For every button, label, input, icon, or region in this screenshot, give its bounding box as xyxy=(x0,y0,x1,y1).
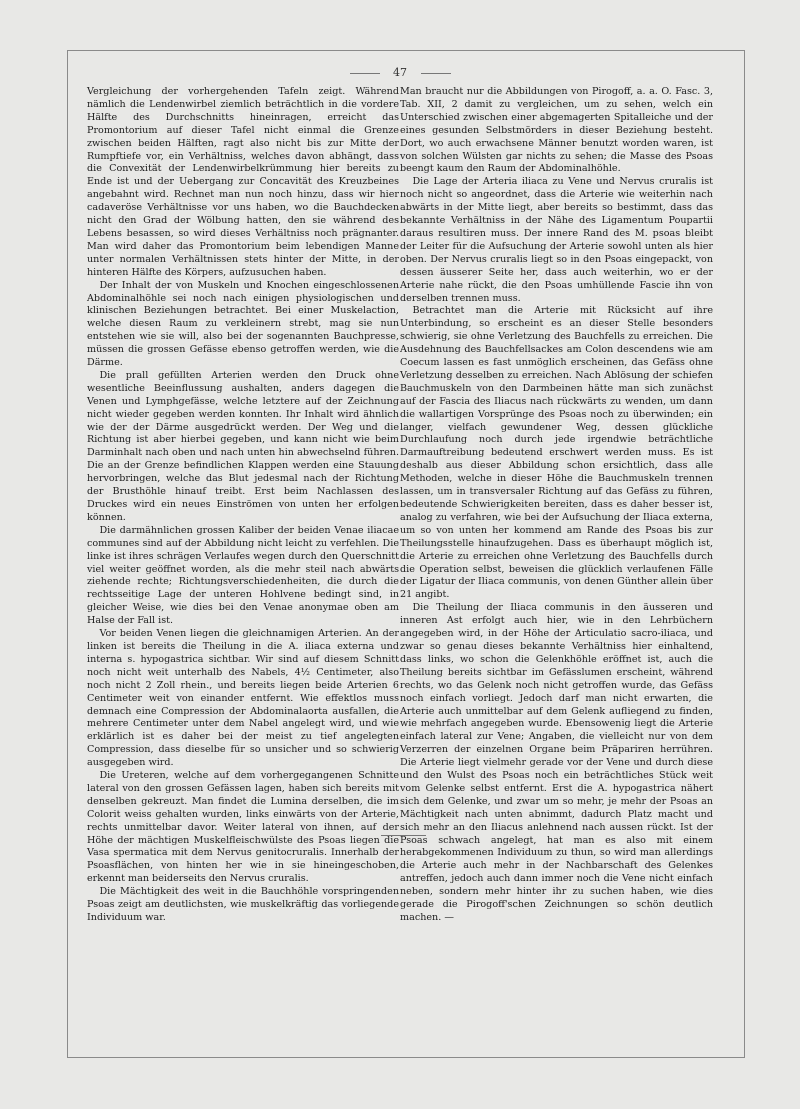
paragraph: Man braucht nur die Abbildungen von Pirogoff, a. a. O. Fasc. 3, Tab. XII, 2 damit zu vergleichen, um zu sehen, welch ein Unterschied zwischen einer abgemagerten Spitalleiche und der eines gesunden Selbstmörders in dieser Beziehung besteht. Dort, wo auch erwachsene Männer benutzt worden waren, ist von solchen Wülsten gar nichts zu sehen; die Masse des Psoas beengt kaum den Raum der Abdominalhöhle. xyxy=(400,86,713,175)
left-column xyxy=(87,86,399,925)
paragraph: Die Lage der Arteria iliaca zu Vene und Nervus cruralis ist noch nicht so angeordnet, dass die Arterie wie weiterhin nach abwärts in der Mitte liegt, aber bereits so bestimmt, dass das bekannte Verhältniss in der Nähe des Ligamentum Poupartii daraus resultiren muss. Der innere Rand des M. psoas bleibt der Leiter für die Aufsuchung der Arterie sowohl unten als hier oben. Der Nervus cruralis liegt so in den Psoas eingepackt, von dessen äusserer Seite her, dass auch weiterhin, wo er der Arterie nahe rückt, die den Psoas umhüllende Fascie ihn von derselben trennen muss. xyxy=(400,176,713,304)
paragraph: Vergleichung der vorhergehenden Tafeln zeigt. Während nämlich die Lendenwirbel ziemlich beträchtlich in die vordere Hälfte des Durchschnitts hineinragen, erreicht das Promontorium auf dieser Tafel nicht einmal die Grenze zwischen beiden Hälften, ragt also nicht bis zur Mitte der Rumpftiefe vor, ein Verhältniss, welches davon abhängt, dass die Convexität der Lendenwirbelkrümmung hier bereits zu Ende ist und der Uebergang zur Concavität des Kreuzbeines angebahnt wird. Rechnet man nun noch hinzu, dass wir hier cadaveröse Verhältnisse vor uns haben, wo die Bauchdecken nicht den Grad der Wölbung hatten, den sie während des Lebens besassen, so wird dieses Verhältniss noch prägnanter. Man wird daher das Promontorium beim lebendigen Manne unter normalen Verhältnissen stets hinter der Mitte, in der hinteren Hälfte des Körpers, aufzusuchen haben. xyxy=(87,86,399,278)
right-column xyxy=(400,86,713,925)
paragraph: Die Theilung der Iliaca communis in den äusseren und inneren Ast erfolgt auch hier, wie in den Lehrbüchern angegeben wird, in der Höhe der Articulatio sacro-iliaca, und zwar so genau dieses bekannte Verhältniss hier einhaltend, dass links, wo schon die Gelenkhöhle eröffnet ist, auch die Theilung bereits sichtbar im Gefässlumen erscheint, während rechts, wo das Gelenk noch nicht getroffen wurde, das Gefäss noch einfach vorliegt. Jedoch darf man nicht erwarten, die Arterie auch unmittelbar auf dem Gelenk aufliegend zu finden, wie mehrfach angegeben wurde. Ebensowenig liegt die Arterie einfach lateral zur Vene; Angaben, die vielleicht nur von dem Verzerren der einzelnen Organe beim Präpariren herrühren. Die Arterie liegt vielmehr gerade vor der Vene und durch diese und den Wulst des Psoas noch ein beträchtliches Stück weit vom Gelenke selbst entfernt. Erst die A. hypogastrica nähert sich dem Gelenke, und zwar um so mehr, je mehr der Psoas an Mächtigkeit nach unten abnimmt, dadurch Platz macht und sich mehr an den Iliacus anlehnend nach aussen rückt. Ist der Psoas schwach angelegt, hat man es also mit einem herabgekommenen Individuum zu thun, so wird man allerdings die Arterie auch mehr in der Nachbarschaft des Gelenkes antreffen, jedoch auch dann immer noch die Vene nicht einfach neben, sondern mehr hinter ihr zu suchen haben, wie dies gerade die Pirogoff'schen Zeichnungen so schön deutlich machen. — xyxy=(400,602,713,923)
paragraph: Die Mächtigkeit des weit in die Bauchhöhle vorspringenden Psoas zeigt am deutlichsten, wie muskelkräftig das vorliegende Individuum war. xyxy=(87,886,399,923)
page-number: 47 xyxy=(393,66,407,79)
paragraph: Vor beiden Venen liegen die gleichnamigen Arterien. An der linken ist bereits die Theilung in die A. iliaca externa und interna s. hypogastrica sichtbar. Wir sind auf diesem Schnitt noch nicht weit unterhalb des Nabels, 4½ Centimeter, also noch nicht 2 Zoll rhein., und bereits liegen beide Arterien 6 Centimeter weit von einander entfernt. Wie effektlos muss demnach eine Compression der Abdominalaorta ausfallen, die mehrere Centimeter unter dem Nabel angelegt wird, und wie erklärlich ist es daher bei der meist zu tief angelegten Compression, dass dieselbe für so unsicher und so schwierig ausgegeben wird. xyxy=(87,628,399,769)
paragraph: Die darmähnlichen grossen Kaliber der beiden Venae iliacae communes sind auf der Abbildung nicht leicht zu verfehlen. Die linke ist ihres schrägen Verlaufes wegen durch den Querschnitt viel weiter geöffnet worden, als die mehr steil nach abwärts ziehende rechte; Richtungsverschiedenheiten, die durch die rechtsseitige Lage der unteren Hohlvene bedingt sind, in gleicher Weise, wie dies bei den Venae anonymae oben am Halse der Fall ist. xyxy=(87,524,399,627)
end-divider xyxy=(381,835,426,836)
paragraph: Betrachtet man die Arterie mit Rücksicht auf ihre Unterbindung, so erscheint es an dieser Stelle besonders schwierig, sie ohne Verletzung des Bauchfells zu erreichen. Die Ausdehnung des Bauchfellsackes am Colon descendens wie am Coecum lassen es fast unmöglich erscheinen, das Gefäss ohne Verletzung desselben zu erreichen. Nach Ablösung der schiefen Bauchmuskeln von den Darmbeinen hätte man sich zunächst auf der Fascia des Iliacus nach rückwärts zu wenden, um dann die wallartigen Vorsprünge des Psoas noch zu überwinden; ein langer, vielfach gewundener Weg, dessen glückliche Durchlaufung noch durch jede irgendwie beträchtliche Darmauftreibung bedeutend erschwert werden muss. Es ist deshalb aus dieser Abbildung schon ersichtlich, dass alle Methoden, welche in dieser Höhe die Bauchmuskeln trennen lassen, um in transversaler Richtung auf das Gefäss zu führen, bedeutende Schwierigkeiten bereiten, dass es daher besser ist, analog zu verfahren, wie bei der Aufsuchung der Iliaca externa, um so von unten her kommend am Rande des Psoas bis zur Theilungsstelle hinaufzugehen. Dass es überhaupt möglich ist, die Arterie zu erreichen ohne Verletzung des Bauchfells durch die Operation selbst, beweisen die glücklich verlaufenen Fälle der Ligatur der Iliaca communis, von denen Günther allein über 21 angibt. xyxy=(400,305,713,601)
rule-right xyxy=(421,73,451,74)
page-number-line xyxy=(0,66,800,79)
paragraph: Die prall gefüllten Arterien werden den Druck ohne wesentliche Beeinflussung aushalten, anders dagegen die Venen und Lymphgefässe, welche letztere auf der Zeichnung nicht wieder gegeben werden konnten. Ihr Inhalt wird ähnlich wie der der Därme ausgedrückt werden. Der Weg und die Richtung ist aber hierbei gegeben, und kann nicht wie beim Darminhalt nach oben und nach unten hin abwechselnd führen. Die an der Grenze befindlichen Klappen werden eine Stauung hervorbringen, welche das Blut jedesmal nach der Richtung der Brusthöhle hinauf treibt. Erst beim Nachlassen des Druckes wird ein neues Einströmen von unten her erfolgen können. xyxy=(87,369,399,523)
paragraph: Die Ureteren, welche auf dem vorhergegangenen Schnitte lateral von den grossen Gefässen lagen, haben sich bereits mit denselben gekreuzt. Man findet die Lumina derselben, die im Colorit weiss gehalten wurden, links einwärts von der Arterie, rechts unmittelbar davor. Weiter lateral von ihnen, auf der Höhe der mächtigen Muskelfleischwülste des Psoas liegen die Vasa spermatica mit dem Nervus genitocruralis. Innerhalb der Psoasflächen, von hinten her wie in sie hineingeschoben, erkennt man beiderseits den Nervus cruralis. xyxy=(87,770,399,885)
paragraph: Der Inhalt der von Muskeln und Knochen eingeschlossenen Abdominalhöhle sei noch nach einigen physiologischen und klinischen Beziehungen betrachtet. Bei einer Muskelaction, welche diesen Raum zu verkleinern strebt, mag sie nun entstehen wie sie will, also bei der sogenannten Bauchpresse, müssen die grossen Gefässe ebenso getroffen werden, wie die Därme. xyxy=(87,279,399,369)
rule-left xyxy=(350,73,380,74)
